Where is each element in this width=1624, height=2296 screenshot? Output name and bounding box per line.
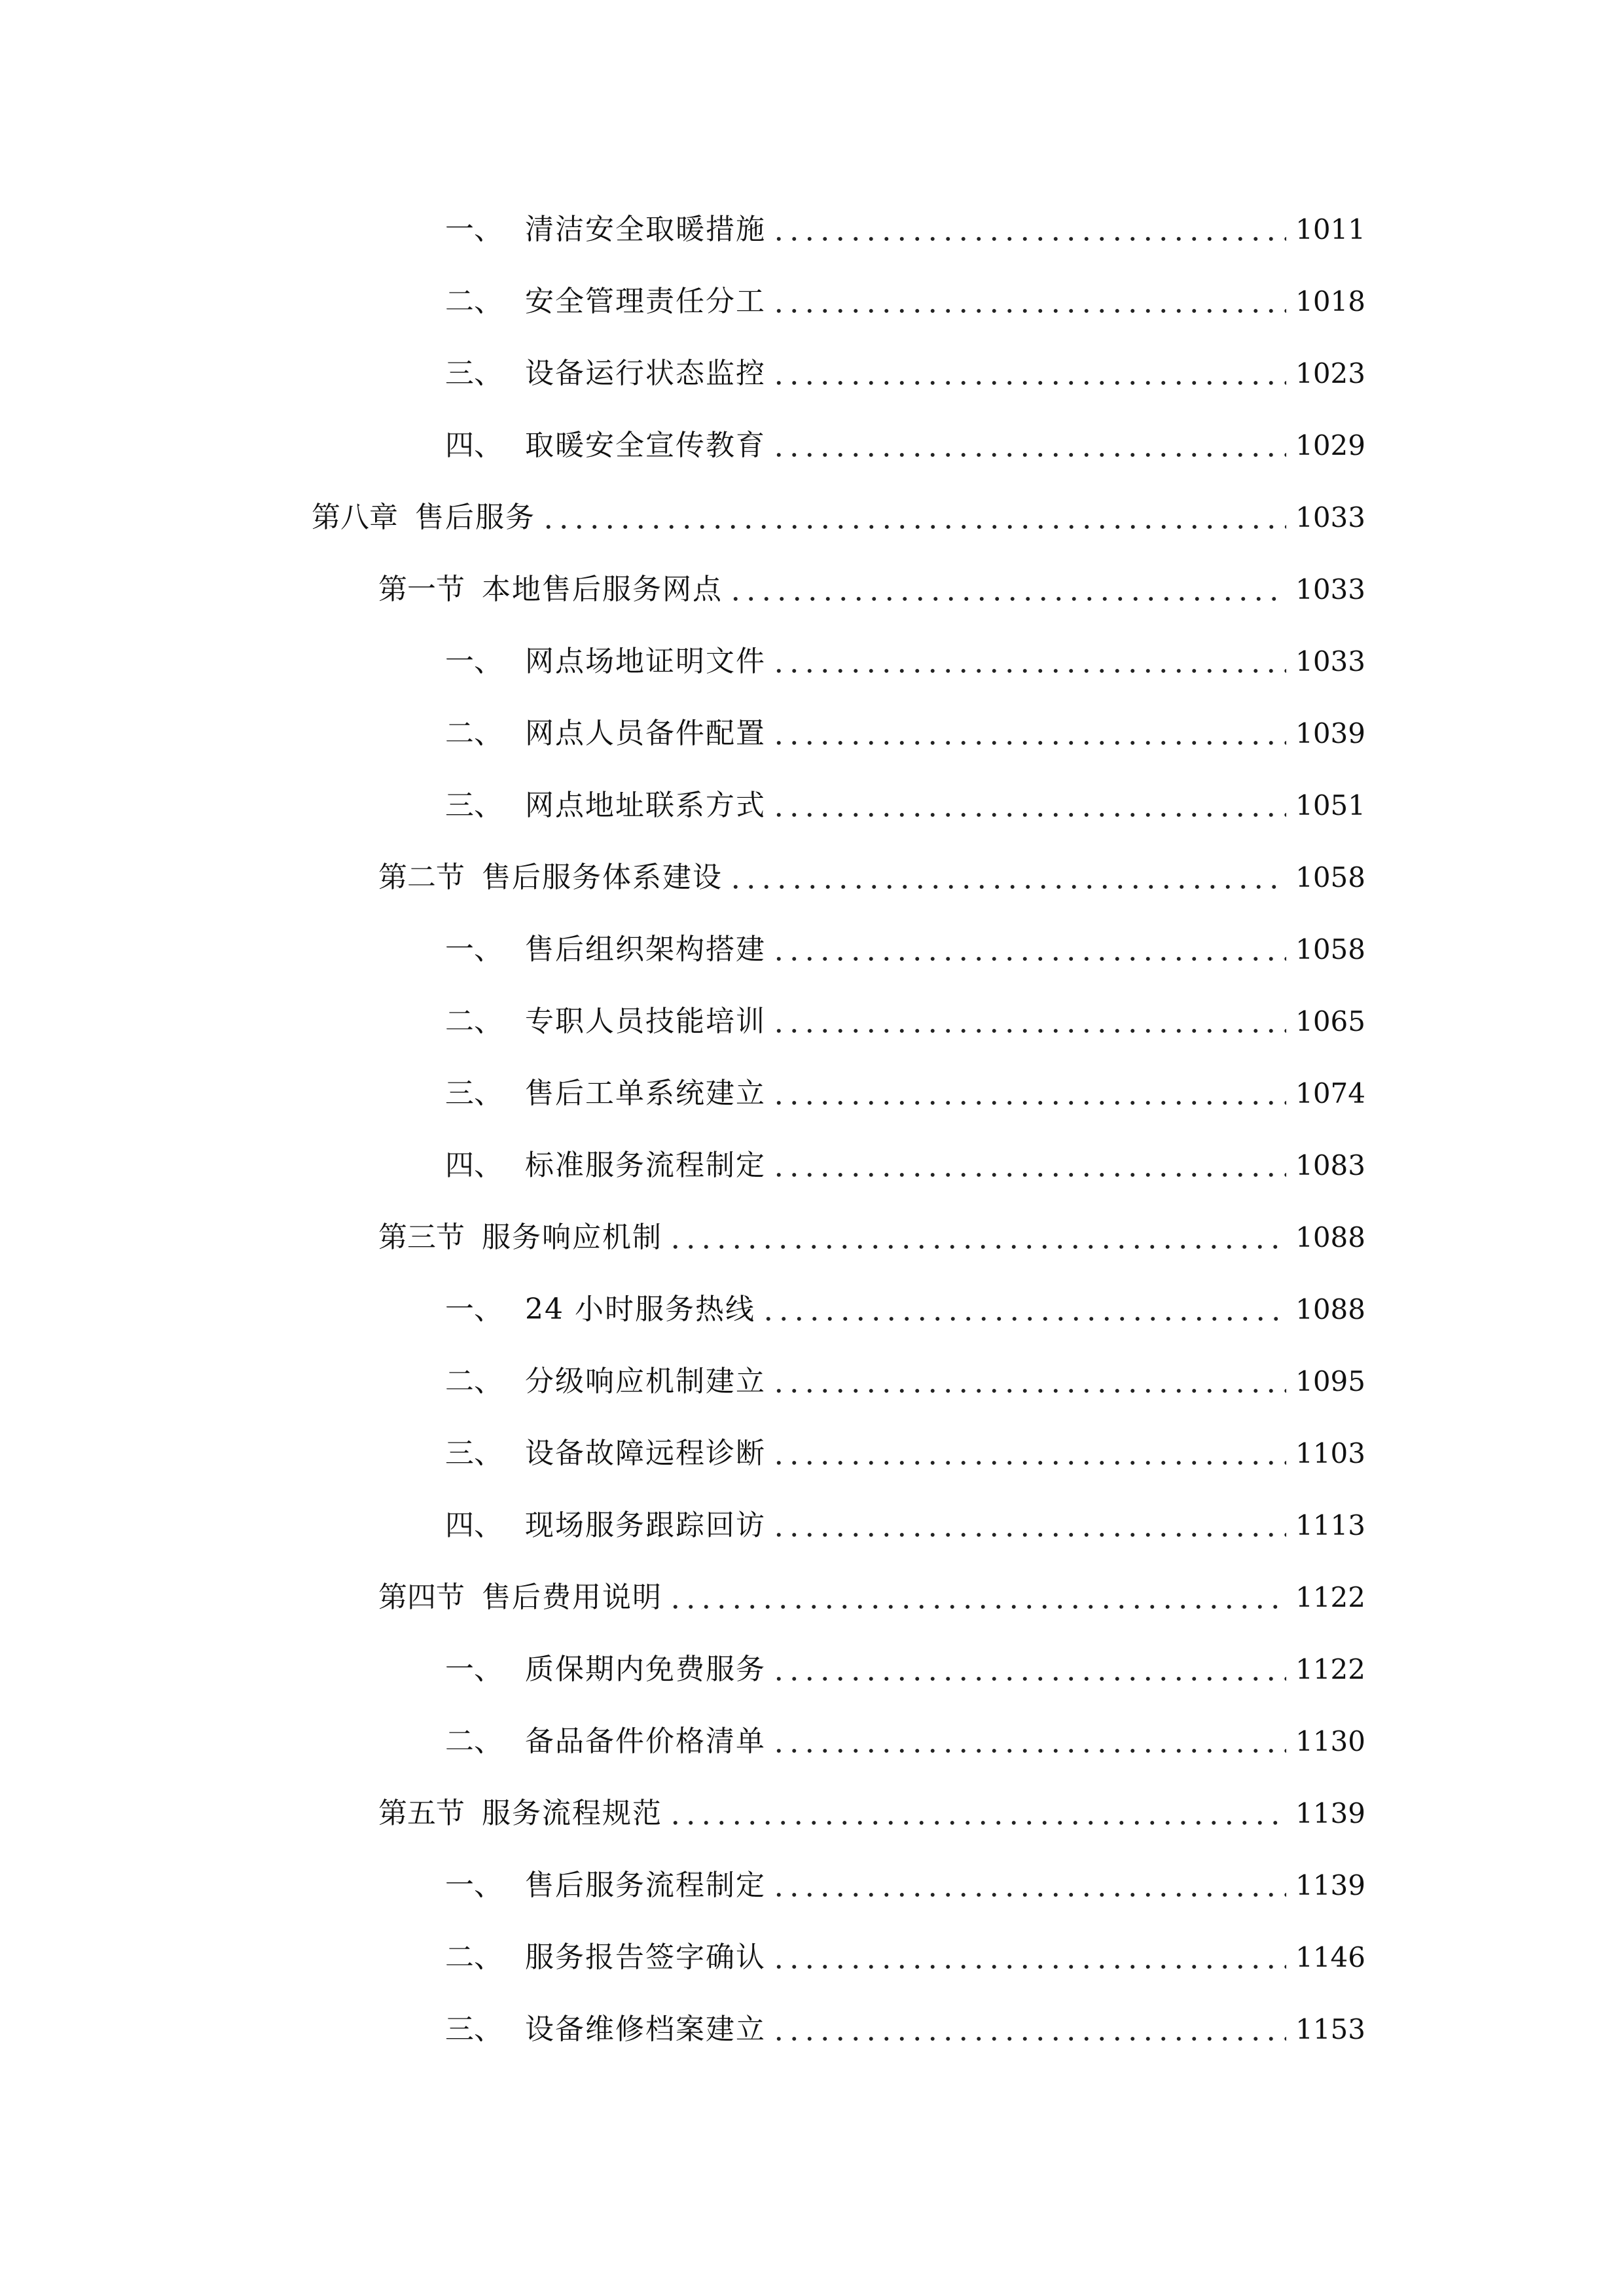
toc-entry-title: 清洁安全取暖措施 xyxy=(525,213,766,246)
toc-entry[interactable] xyxy=(445,776,1365,835)
toc-entry-marker: 二、 xyxy=(445,285,503,318)
toc-section-entry[interactable] xyxy=(378,1208,1365,1267)
toc-entry-marker: 三、 xyxy=(445,1077,503,1110)
toc-entry-marker: 二、 xyxy=(445,1725,503,1758)
toc-chapter-entry[interactable] xyxy=(312,488,1365,547)
toc-entry-page: 1095 xyxy=(1295,1365,1365,1397)
toc-entry-page: 1139 xyxy=(1295,1869,1365,1901)
toc-entry[interactable] xyxy=(445,272,1365,331)
toc-entry[interactable] xyxy=(445,200,1365,259)
dot-leader xyxy=(668,1821,1286,1825)
toc-entry-title: 网点场地证明文件 xyxy=(525,645,766,678)
toc-entry-page: 1122 xyxy=(1295,1653,1365,1685)
dot-leader xyxy=(771,1749,1286,1753)
toc-entry[interactable] xyxy=(445,1640,1365,1699)
toc-entry[interactable] xyxy=(445,1712,1365,1771)
toc-entry-title: 售后工单系统建立 xyxy=(525,1077,766,1110)
toc-section-title: 本地售后服务网点 xyxy=(482,573,723,606)
toc-entry[interactable] xyxy=(445,1424,1365,1483)
dot-leader xyxy=(541,525,1286,529)
dot-leader xyxy=(771,957,1286,961)
toc-entry[interactable] xyxy=(445,1064,1365,1123)
toc-section-title: 售后服务体系建设 xyxy=(482,861,723,894)
toc-entry-title: 24 小时服务热线 xyxy=(525,1293,755,1326)
toc-section-marker: 第三节 xyxy=(378,1221,465,1254)
toc-entry-title: 网点地址联系方式 xyxy=(525,789,766,822)
toc-entry-page: 1130 xyxy=(1295,1725,1365,1757)
dot-leader xyxy=(668,1605,1286,1609)
toc-entry[interactable] xyxy=(445,704,1365,763)
toc-entry-title: 取暖安全宣传教育 xyxy=(525,429,766,462)
dot-leader xyxy=(771,1533,1286,1537)
toc-entry-title: 售后服务流程制定 xyxy=(525,1869,766,1902)
toc-chapter-marker: 第八章 xyxy=(312,501,398,534)
dot-leader xyxy=(771,669,1286,673)
toc-section-title: 售后费用说明 xyxy=(482,1581,662,1614)
toc-entry-title: 网点人员备件配置 xyxy=(525,717,766,750)
toc-entry-page: 1011 xyxy=(1295,213,1365,245)
dot-leader xyxy=(771,309,1286,313)
dot-leader xyxy=(771,1677,1286,1681)
toc-section-marker: 第五节 xyxy=(378,1797,465,1830)
toc-entry-marker: 一、 xyxy=(445,1869,503,1902)
toc-entry-marker: 三、 xyxy=(445,357,503,390)
toc-entry-title: 服务报告签字确认 xyxy=(525,1941,766,1974)
dot-leader xyxy=(771,1029,1286,1033)
toc-section-entry[interactable] xyxy=(378,1568,1365,1627)
toc-entry-page: 1146 xyxy=(1295,1941,1365,1973)
toc-entry-title: 设备维修档案建立 xyxy=(525,2013,766,2046)
dot-leader xyxy=(668,1245,1286,1249)
toc-entry-page: 1058 xyxy=(1295,933,1365,965)
toc-entry-page: 1058 xyxy=(1295,861,1365,893)
toc-entry[interactable] xyxy=(445,344,1365,403)
toc-entry[interactable] xyxy=(445,1280,1365,1339)
toc-entry-title: 专职人员技能培训 xyxy=(525,1005,766,1038)
toc-entry[interactable] xyxy=(445,632,1365,691)
toc-entry-title: 备品备件价格清单 xyxy=(525,1725,766,1758)
toc-entry-title: 设备故障远程诊断 xyxy=(525,1437,766,1470)
toc-entry-marker: 四、 xyxy=(445,1149,503,1182)
toc-entry[interactable] xyxy=(445,992,1365,1051)
toc-section-title: 服务流程规范 xyxy=(482,1797,662,1830)
dot-leader xyxy=(771,1101,1286,1105)
toc-entry-marker: 三、 xyxy=(445,789,503,822)
toc-entry-page: 1103 xyxy=(1295,1437,1365,1469)
toc-entry-page: 1033 xyxy=(1295,501,1365,533)
toc-entry-page: 1051 xyxy=(1295,789,1365,821)
toc-entry-marker: 一、 xyxy=(445,1653,503,1686)
dot-leader xyxy=(771,1893,1286,1897)
toc-entry-marker: 二、 xyxy=(445,1941,503,1974)
toc-entry-marker: 二、 xyxy=(445,1005,503,1038)
toc-section-marker: 第一节 xyxy=(378,573,465,606)
toc-entry[interactable] xyxy=(445,1136,1365,1195)
toc-entry-title: 标准服务流程制定 xyxy=(525,1149,766,1182)
toc-entry-page: 1074 xyxy=(1295,1077,1365,1109)
toc-entry-marker: 三、 xyxy=(445,1437,503,1470)
toc-section-marker: 第四节 xyxy=(378,1581,465,1614)
toc-entry-marker: 一、 xyxy=(445,213,503,246)
dot-leader xyxy=(761,1317,1286,1321)
toc-entry-marker: 三、 xyxy=(445,2013,503,2046)
toc-entry[interactable] xyxy=(445,1928,1365,1987)
dot-leader xyxy=(771,2037,1286,2041)
toc-chapter-title: 售后服务 xyxy=(415,501,535,534)
toc-entry-page: 1039 xyxy=(1295,717,1365,749)
toc-entry-title: 质保期内免费服务 xyxy=(525,1653,766,1686)
toc-entry-marker: 二、 xyxy=(445,717,503,750)
toc-entry-page: 1088 xyxy=(1295,1221,1365,1253)
toc-entry-page: 1033 xyxy=(1295,645,1365,677)
toc-entry-page: 1139 xyxy=(1295,1797,1365,1829)
toc-entry[interactable] xyxy=(445,1496,1365,1555)
toc-entry-page: 1153 xyxy=(1295,2013,1365,2045)
dot-leader xyxy=(771,237,1286,241)
dot-leader xyxy=(771,381,1286,385)
dot-leader xyxy=(771,813,1286,817)
toc-section-entry[interactable] xyxy=(378,1784,1365,1843)
toc-entry-page: 1088 xyxy=(1295,1293,1365,1325)
toc-section-entry[interactable] xyxy=(378,560,1365,619)
toc-entry-page: 1029 xyxy=(1295,429,1365,461)
toc-entry-page: 1113 xyxy=(1295,1509,1365,1541)
toc-entry-title: 设备运行状态监控 xyxy=(525,357,766,390)
toc-entry[interactable] xyxy=(445,416,1365,475)
dot-leader xyxy=(771,1461,1286,1465)
dot-leader xyxy=(771,1173,1286,1177)
toc-entry-title: 现场服务跟踪回访 xyxy=(525,1509,766,1542)
toc-entry-page: 1018 xyxy=(1295,285,1365,317)
toc-section-entry[interactable] xyxy=(378,848,1365,907)
dot-leader xyxy=(771,453,1286,457)
toc-entry-title: 售后组织架构搭建 xyxy=(525,933,766,966)
toc-entry[interactable] xyxy=(445,920,1365,979)
toc-entry-page: 1023 xyxy=(1295,357,1365,389)
toc-entry-marker: 一、 xyxy=(445,645,503,678)
dot-leader xyxy=(771,741,1286,745)
toc-section-marker: 第二节 xyxy=(378,861,465,894)
toc-entry[interactable] xyxy=(445,2000,1365,2059)
toc-entry-marker: 二、 xyxy=(445,1365,503,1398)
toc-entry-marker: 一、 xyxy=(445,933,503,966)
toc-entry-page: 1033 xyxy=(1295,573,1365,605)
toc-entry-page: 1065 xyxy=(1295,1005,1365,1037)
toc-entry-title: 安全管理责任分工 xyxy=(525,285,766,318)
toc-entry-title: 分级响应机制建立 xyxy=(525,1365,766,1398)
dot-leader xyxy=(728,885,1286,889)
toc-entry[interactable] xyxy=(445,1856,1365,1915)
toc-section-title: 服务响应机制 xyxy=(482,1221,662,1254)
dot-leader xyxy=(728,597,1286,601)
toc-entry-page: 1083 xyxy=(1295,1149,1365,1181)
dot-leader xyxy=(771,1389,1286,1393)
toc-entry-page: 1122 xyxy=(1295,1581,1365,1613)
toc-entry-marker: 四、 xyxy=(445,429,503,462)
toc-entry-marker: 一、 xyxy=(445,1293,503,1326)
toc-entry-marker: 四、 xyxy=(445,1509,503,1542)
dot-leader xyxy=(771,1965,1286,1969)
toc-entry[interactable] xyxy=(445,1352,1365,1411)
